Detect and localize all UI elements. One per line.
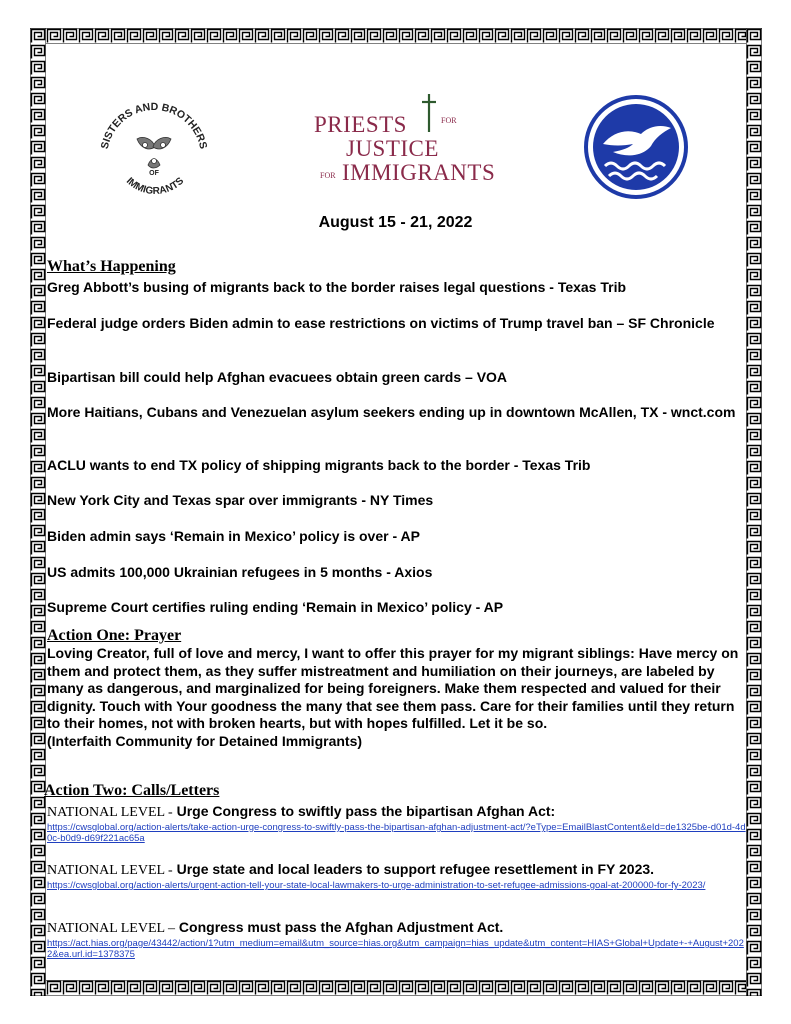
cross-icon — [422, 94, 436, 132]
prayer-text — [47, 645, 747, 750]
news-item: New York City and Texas spar over immigrants - NY Times — [47, 492, 434, 508]
news-item: Federal judge orders Biden admin to ease restrictions on victims of Trump travel ban – SF Chronicle — [47, 315, 715, 331]
date-heading: August 15 - 21, 2022 — [318, 214, 473, 231]
call-level: NATIONAL LEVEL – — [47, 921, 176, 936]
news-item: ACLU wants to end TX policy of shipping migrants back to the border - Texas Trib — [47, 457, 591, 473]
call-item — [47, 918, 747, 960]
logo-for-2: FOR — [320, 171, 336, 180]
dove-emblem-logo — [583, 94, 689, 200]
decorative-border-left — [30, 28, 46, 996]
section-title-whats-happening: What’s Happening — [47, 258, 176, 275]
hands-icon — [137, 137, 171, 168]
news-item: More Haitians, Cubans and Venezuelan asylum seekers ending up in downtown McAllen, TX - wnct.com — [47, 404, 736, 420]
logo-for-1: FOR — [441, 116, 457, 125]
news-item: Biden admin says ‘Remain in Mexico’ policy is over - AP — [47, 528, 420, 544]
logo-text-of: OF — [149, 170, 159, 177]
call-text: Congress must pass the Afghan Adjustment Act. — [175, 919, 504, 935]
svg-text:IMMIGRANTS — [124, 175, 186, 197]
call-text: Urge Congress to swiftly pass the bipartisan Afghan Act: — [172, 803, 556, 819]
news-item: Supreme Court certifies ruling ending ‘Remain in Mexico’ policy - AP — [47, 599, 504, 615]
call-heading — [47, 918, 747, 938]
news-item: US admits 100,000 Ukrainian refugees in 5 months - Axios — [47, 564, 433, 580]
priests-for-justice-logo — [310, 92, 496, 192]
logo-priests: PRIESTS — [314, 112, 407, 137]
logo-immigrants: IMMIGRANTS — [342, 160, 496, 185]
news-item: Greg Abbott’s busing of migrants back to the border raises legal questions - Texas Trib — [47, 279, 627, 295]
call-item — [47, 802, 747, 844]
svg-text:SISTERS AND BROTHERS — [99, 101, 210, 150]
call-link[interactable]: https://cwsglobal.org/action-alerts/urgent-action-tell-your-state-local-lawmakers-to-urge-administration-to-set-refugee-admissions-goal-at-200000-for-fy-2023/ — [47, 880, 706, 891]
call-heading — [47, 802, 747, 822]
decorative-border-bottom — [30, 980, 762, 996]
call-text: Urge state and local leaders to support refugee resettlement in FY 2023. — [172, 861, 655, 877]
decorative-border-top — [30, 28, 762, 44]
call-link[interactable]: https://act.hias.org/page/43442/action/1?utm_medium=email&utm_source=hias.org&utm_campaign=hias_update&utm_content=HIAS+Global+Update+-+August+2022&ea.url.id=1378375 — [47, 938, 744, 960]
sisters-brothers-immigrants-logo — [93, 95, 215, 207]
logo-justice: JUSTICE — [346, 136, 439, 161]
call-level: NATIONAL LEVEL - — [47, 805, 173, 820]
call-item — [47, 860, 747, 891]
prayer-body: Loving Creator, full of love and mercy, I want to offer this prayer for my migrant siblings: Have mercy on them and protect them, as they suffer mistreatment and humiliation on their journeys, are labeled by many as dangerous, and marginalized for being foreigners. Make them respected and valued for their dignity. Touch with Your goodness the many that see them pass. Care for their families until they return to their homes, not with broken hearts, but with hopes fulfilled. Let it be so. — [47, 645, 739, 731]
news-item: Bipartisan bill could help Afghan evacuees obtain green cards – VOA — [47, 369, 508, 385]
logo-text-bottom: IMMIGRANTS — [123, 175, 187, 198]
call-heading — [47, 860, 747, 880]
logo-text-top: SISTERS AND BROTHERS — [98, 100, 210, 151]
section-title-action-two: Action Two: Calls/Letters — [44, 782, 220, 799]
call-link[interactable]: https://cwsglobal.org/action-alerts/take-action-urge-congress-to-swiftly-pass-the-bipartisan-afghan-adjustment-act/?eType=EmailBlastContent&eId=de1325be-d01d-4d0c-b0d9-d69f221ac65a — [47, 822, 746, 844]
decorative-border-right — [746, 28, 762, 996]
section-title-action-one: Action One: Prayer — [47, 627, 182, 644]
call-level: NATIONAL LEVEL - — [47, 863, 173, 878]
prayer-credit: (Interfaith Community for Detained Immigrants) — [47, 732, 363, 749]
